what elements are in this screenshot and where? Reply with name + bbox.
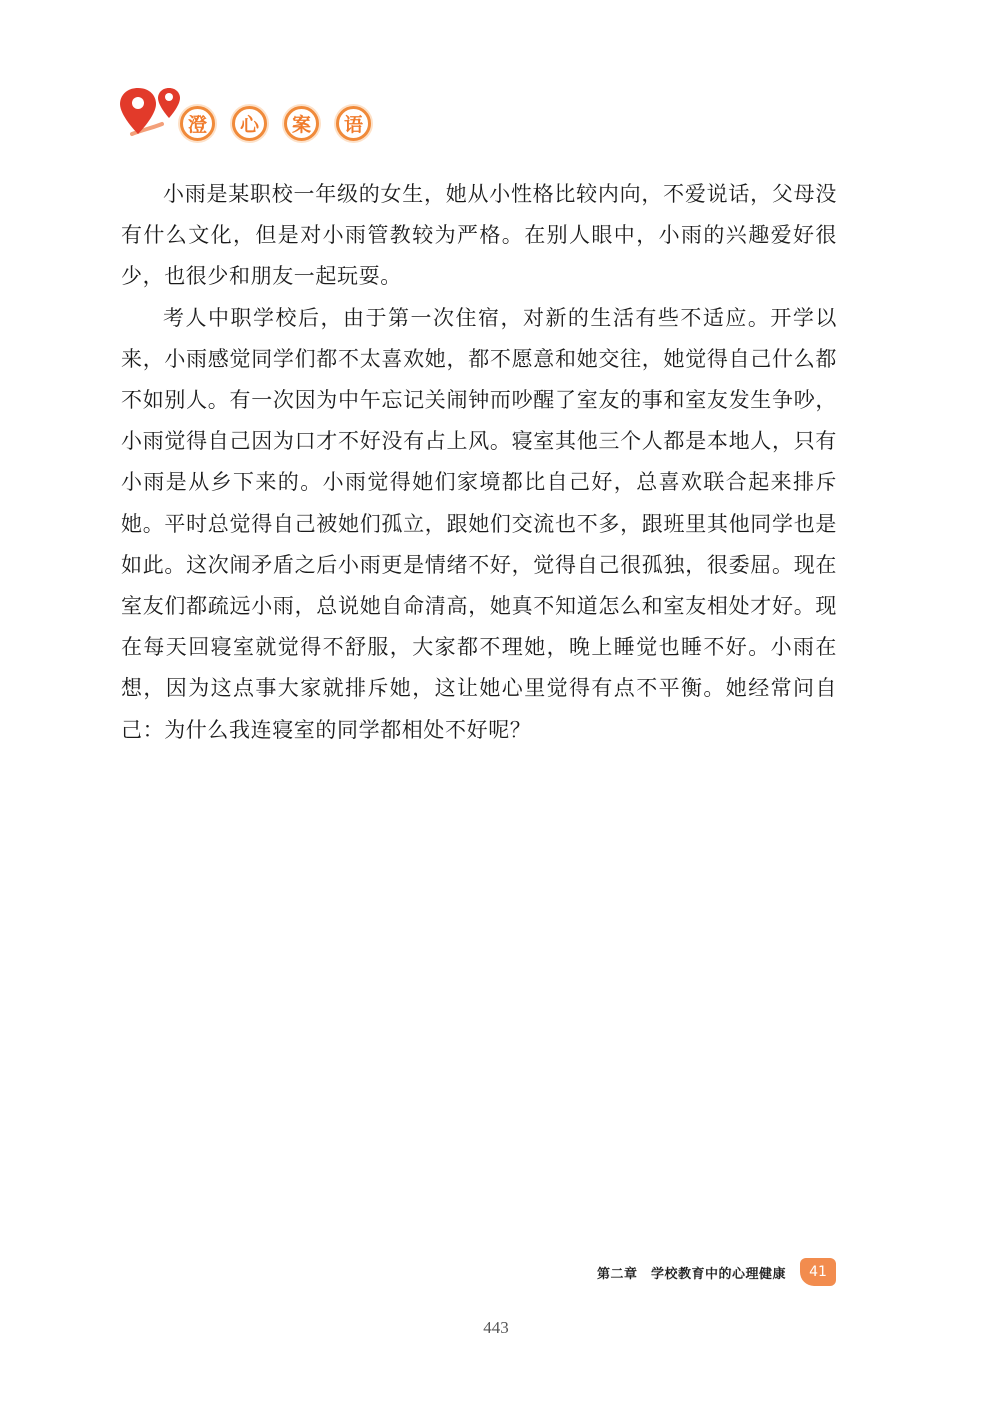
title-char: 案: [284, 106, 319, 141]
page-footer: [597, 1258, 836, 1286]
page-tab: 41: [800, 1258, 836, 1286]
map-pin-icon: [118, 84, 188, 144]
case-story: [121, 174, 837, 751]
section-title: [180, 106, 371, 141]
title-char: 语: [336, 106, 371, 141]
section-header: [118, 84, 418, 144]
paragraph: 小雨是某职校一年级的女生，她从小性格比较内向，不爱说话，父母没有什么文化，但是对小雨管教较为严格。在别人眼中，小雨的兴趣爱好很少，也很少和朋友一起玩耍。: [121, 182, 837, 289]
title-char: 澄: [180, 106, 215, 141]
page-number: 443: [483, 1318, 509, 1337]
title-char: 心: [232, 106, 267, 141]
chapter-title: 第二章 学校教育中的心理健康: [596, 1266, 786, 1282]
paragraph: 考人中职学校后，由于第一次住宿，对新的生活有些不适应。开学以来，小雨感觉同学们都不太喜欢她，都不愿意和她交往，她觉得自己什么都不如别人。有一次因为中午忘记关闹钟而吵醒了室友的事和室友发生争吵，小雨觉得自己因为口才不好没有占上风。寝室其他三个人都是本地人，只有小雨是从乡下来的。小雨觉得她们家境都比自己好，总喜欢联合起来排斥她。平时总觉得自己被她们孤立，跟她们交流也不多，跟班里其他同学也是如此。这次闹矛盾之后小雨更是情绪不好，觉得自己很孤独，很委屈。现在室友们都疏远小雨，总说她自命清高，她真不知道怎么和室友相处才好。现在每天回寝室就觉得不舒服，大家都不理她，晚上睡觉也睡不好。小雨在想，因为这点事大家就排斥她，这让她心里觉得有点不平衡。她经常问自己：为什么我连寝室的同学都相处不好呢？: [121, 305, 837, 742]
